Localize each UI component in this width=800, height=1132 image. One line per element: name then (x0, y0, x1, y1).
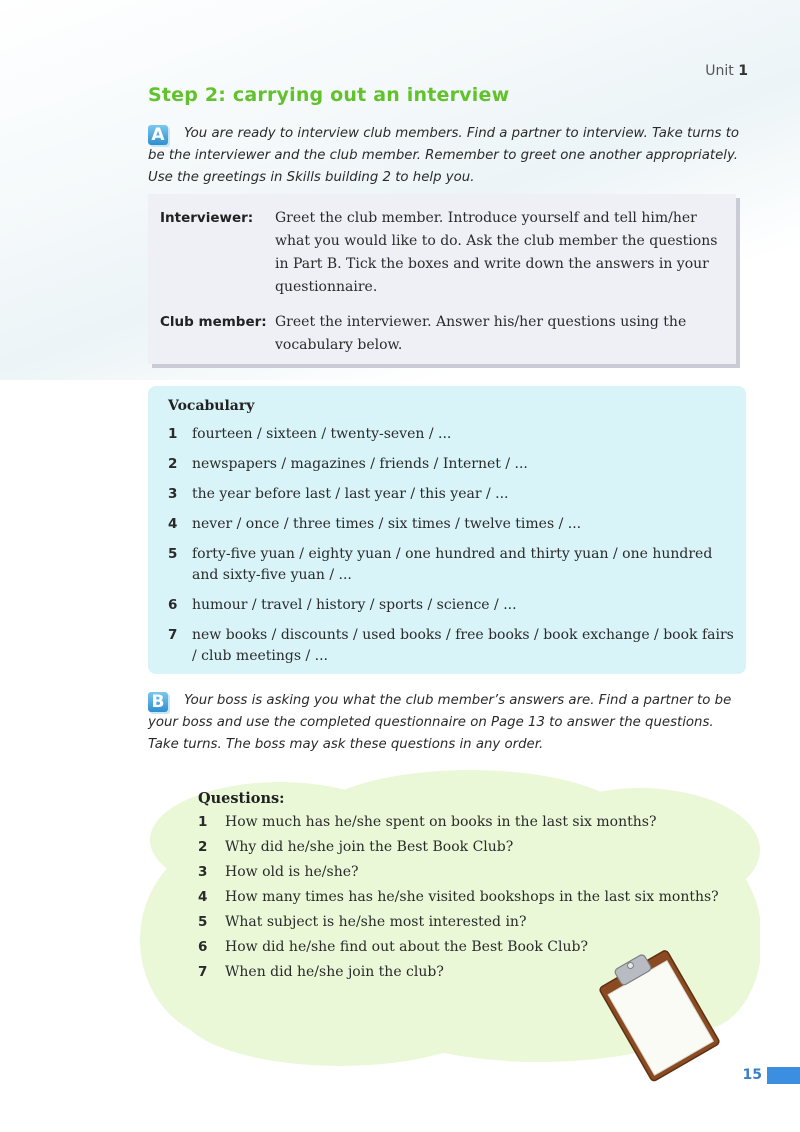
list-item (168, 424, 738, 445)
section-a-instruction-text: You are ready to interview club members. Find a partner to interview. Take turns to be the interviewer and the club member. Remember to greet one another appropriately. Use the greetings in Skills building 2 to help you. (148, 126, 740, 185)
list-item (168, 514, 738, 535)
item-text: When did he/she join the club? (225, 964, 444, 980)
section-a-instruction (148, 123, 748, 189)
clipboard-icon (580, 946, 730, 1086)
item-number: 2 (198, 839, 208, 855)
item-text: How much has he/she spent on books in the last six months? (225, 814, 657, 830)
item-text: newspapers / magazines / friends / Internet / ... (192, 456, 528, 472)
list-item (198, 910, 758, 935)
item-text: How old is he/she? (225, 864, 359, 880)
questions-title: Questions: (198, 790, 285, 807)
item-number: 5 (168, 546, 178, 562)
item-number: 3 (168, 486, 178, 502)
item-text: forty-five yuan / eighty yuan / one hundred and thirty yuan / one hundred and sixty-five yuan / ... (192, 546, 713, 583)
item-number: 7 (198, 964, 208, 980)
unit-word: Unit (705, 63, 734, 79)
list-item (198, 860, 758, 885)
list-item (198, 835, 758, 860)
item-text: new books / discounts / used books / free books / book exchange / book fairs / club meetings / ... (192, 627, 734, 664)
vocabulary-title: Vocabulary (168, 398, 255, 414)
list-item (168, 595, 738, 616)
page-marker-bar (764, 1067, 800, 1084)
item-text: fourteen / sixteen / twenty-seven / ... (192, 426, 452, 442)
step-title: Step 2: carrying out an interview (148, 84, 510, 106)
role-text: Greet the club member. Introduce yourself and tell him/her what you would like to do. Ask the club member the questions in Part B. Tick the boxes and write down the answers in your questionnaire. (275, 210, 718, 295)
role-interviewer (160, 207, 726, 299)
role-text: Greet the interviewer. Answer his/her questions using the vocabulary below. (275, 314, 687, 353)
item-text: Why did he/she join the Best Book Club? (225, 839, 514, 855)
list-item (198, 885, 758, 910)
item-text: humour / travel / history / sports / science / ... (192, 597, 517, 613)
list-item (198, 810, 758, 835)
item-number: 1 (198, 814, 208, 830)
section-b-instruction-text: Your boss is asking you what the club member’s answers are. Find a partner to be your boss and use the completed questionnaire on Page 13 to answer the questions. Take turns. The boss may ask these questions in any order. (148, 693, 732, 752)
roles-box (148, 194, 736, 364)
section-b-letter-icon: B (148, 692, 168, 712)
role-label: Interviewer: (160, 210, 254, 226)
item-number: 6 (168, 597, 178, 613)
vocabulary-box (148, 386, 746, 674)
item-text: How did he/she find out about the Best Book Club? (225, 939, 588, 955)
page-number: 15 (742, 1067, 762, 1083)
unit-number: 1 (738, 63, 748, 79)
vocabulary-list (168, 424, 738, 667)
list-item (168, 484, 738, 505)
item-number: 5 (198, 914, 208, 930)
unit-label (705, 63, 748, 79)
item-number: 6 (198, 939, 208, 955)
section-b-instruction (148, 690, 748, 756)
item-text: How many times has he/she visited bookshops in the last six months? (225, 889, 719, 905)
item-number: 4 (168, 516, 178, 532)
list-item (168, 544, 738, 586)
item-number: 1 (168, 426, 178, 442)
item-text: the year before last / last year / this year / ... (192, 486, 509, 502)
item-number: 2 (168, 456, 178, 472)
list-item (168, 625, 738, 667)
role-label: Club member: (160, 314, 267, 330)
section-a-letter-icon: A (148, 125, 168, 145)
item-number: 3 (198, 864, 208, 880)
list-item (168, 454, 738, 475)
item-text: What subject is he/she most interested in? (225, 914, 527, 930)
item-text: never / once / three times / six times / twelve times / ... (192, 516, 582, 532)
item-number: 4 (198, 889, 208, 905)
item-number: 7 (168, 627, 178, 643)
role-club-member (160, 311, 726, 357)
